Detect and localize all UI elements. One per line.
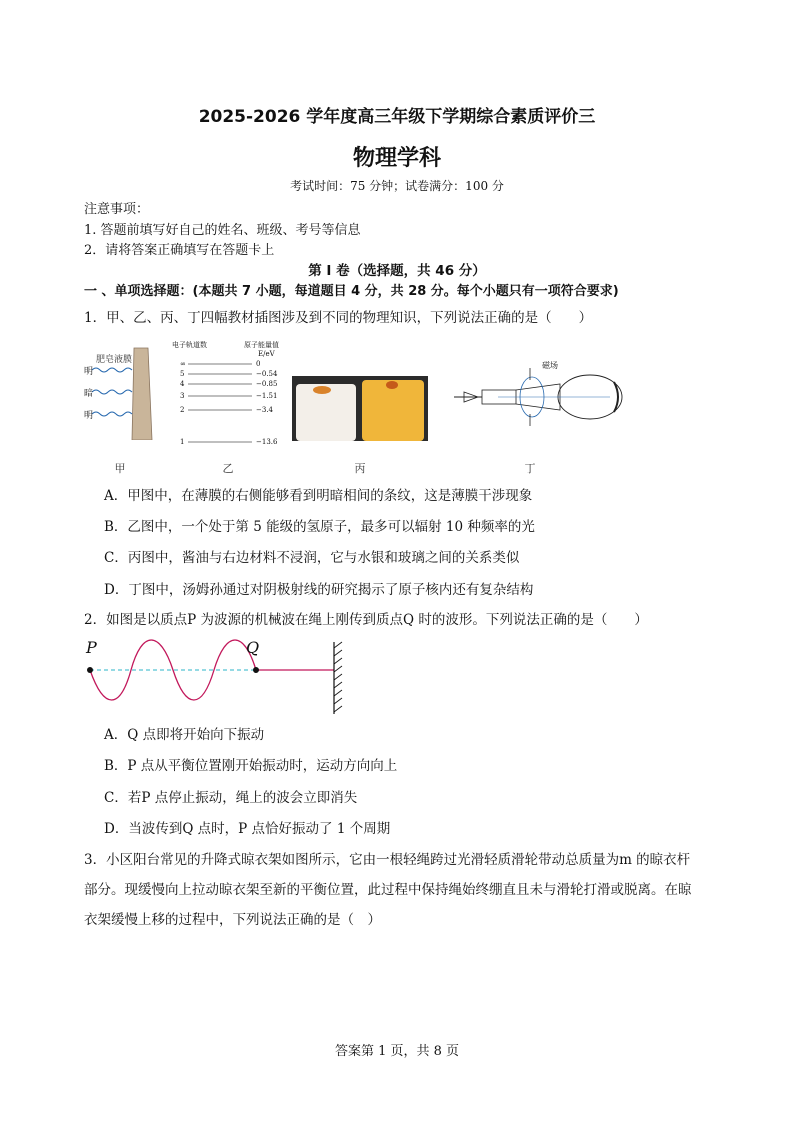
q1-option-d: D．丁图中，汤姆孙通过对阴极射线的研究揭示了原子核内还有复杂结构 (104, 582, 534, 598)
level-e: −0.54 (256, 370, 278, 378)
note-item: 2．请将答案正确填写在答题卡上 (84, 243, 275, 258)
figure-wetting-photo (292, 376, 428, 441)
figure-rope-wave (84, 638, 354, 716)
exam-title: 2025-2026 学年度高三年级下学期综合素质评价三 (198, 107, 596, 127)
q1-option-b: B．乙图中，一个处于第 5 能级的氢原子，最多可以辐射 10 种频率的光 (104, 519, 535, 535)
q1-stem: 1．甲、乙、丙、丁四幅教材插图涉及到不同的物理知识，下列说法正确的是（ ） (84, 310, 593, 326)
level-e: 0 (256, 360, 261, 368)
subject-title: 物理学科 (352, 146, 441, 171)
magnet-label: 磁场 (542, 361, 558, 370)
level-n: 3 (180, 392, 185, 400)
level-n: 4 (180, 380, 185, 388)
q3-line: 衣架缓慢上移的过程中，下列说法正确的是（ ） (84, 912, 381, 928)
level-n: 5 (180, 370, 185, 378)
energy-col1-label: 电子轨道数 (172, 341, 207, 349)
level-n: ∞ (180, 360, 186, 368)
film-label: 肥皂液膜 (96, 355, 133, 365)
note-item: 1. 答题前填写好自己的姓名、班级、考号等信息 (84, 223, 361, 238)
ray-label: 明 (84, 367, 94, 377)
q3-line: 3．小区阳台常见的升降式晾衣架如图所示，它由一根轻绳跨过光滑轻质滑轮带动总质量为m 的晾衣杆 (84, 852, 691, 868)
q1-option-a: A．甲图中，在薄膜的右侧能够看到明暗相间的条纹，这是薄膜干涉现象 (104, 488, 533, 504)
notes-heading: 注意事项： (84, 202, 150, 217)
q3-line: 部分。现缓慢向上拉动晾衣架至新的平衡位置，此过程中保持绳始终绷直且未与滑轮打滑或脱离。在晾 (84, 882, 692, 898)
q2-option-c: C．若P 点停止振动，绳上的波会立即消失 (104, 790, 358, 806)
page-footer: 答案第 1 页，共 8 页 (334, 1044, 460, 1059)
figure-energy-levels (172, 340, 282, 450)
level-e: −3.4 (256, 406, 273, 414)
figure-label: 乙 (222, 462, 234, 475)
exam-meta: 考试时间：75 分钟；试卷满分：100 分 (290, 179, 504, 193)
figure-cathode-ray-tube (450, 352, 640, 442)
point-p-label: P (86, 638, 97, 657)
ray-label: 明 (84, 411, 94, 421)
energy-col2-label: 原子能量值 (244, 341, 279, 349)
point-q-label: Q (246, 638, 260, 657)
level-e: −13.6 (256, 438, 278, 446)
level-n: 1 (180, 438, 185, 446)
q2-option-a: A．Q 点即将开始向下振动 (104, 727, 265, 743)
figure-soap-film (84, 340, 164, 440)
part-title: 一 、单项选择题：(本题共 7 小题，每道题目 4 分，共 28 分。每个小题只有一项符合要求) (84, 284, 619, 299)
level-e: −0.85 (256, 380, 278, 388)
energy-unit: E/eV (258, 350, 275, 358)
figure-label: 丙 (354, 462, 366, 475)
q2-option-b: B．P 点从平衡位置刚开始振动时，运动方向向上 (104, 758, 398, 774)
q2-stem: 2．如图是以质点P 为波源的机械波在绳上刚传到质点Q 时的波形。下列说法正确的是（ ） (84, 612, 648, 628)
figure-label: 丁 (524, 462, 536, 475)
section-title: 第 I 卷（选择题，共 46 分） (308, 263, 486, 279)
figure-label: 甲 (114, 462, 126, 475)
ray-label: 暗 (84, 389, 94, 399)
q1-option-c: C．丙图中，酱油与右边材料不浸润，它与水银和玻璃之间的关系类似 (104, 550, 520, 566)
level-n: 2 (180, 406, 185, 414)
q2-option-d: D．当波传到Q 点时，P 点恰好振动了 1 个周期 (104, 821, 391, 837)
level-e: −1.51 (256, 392, 278, 400)
